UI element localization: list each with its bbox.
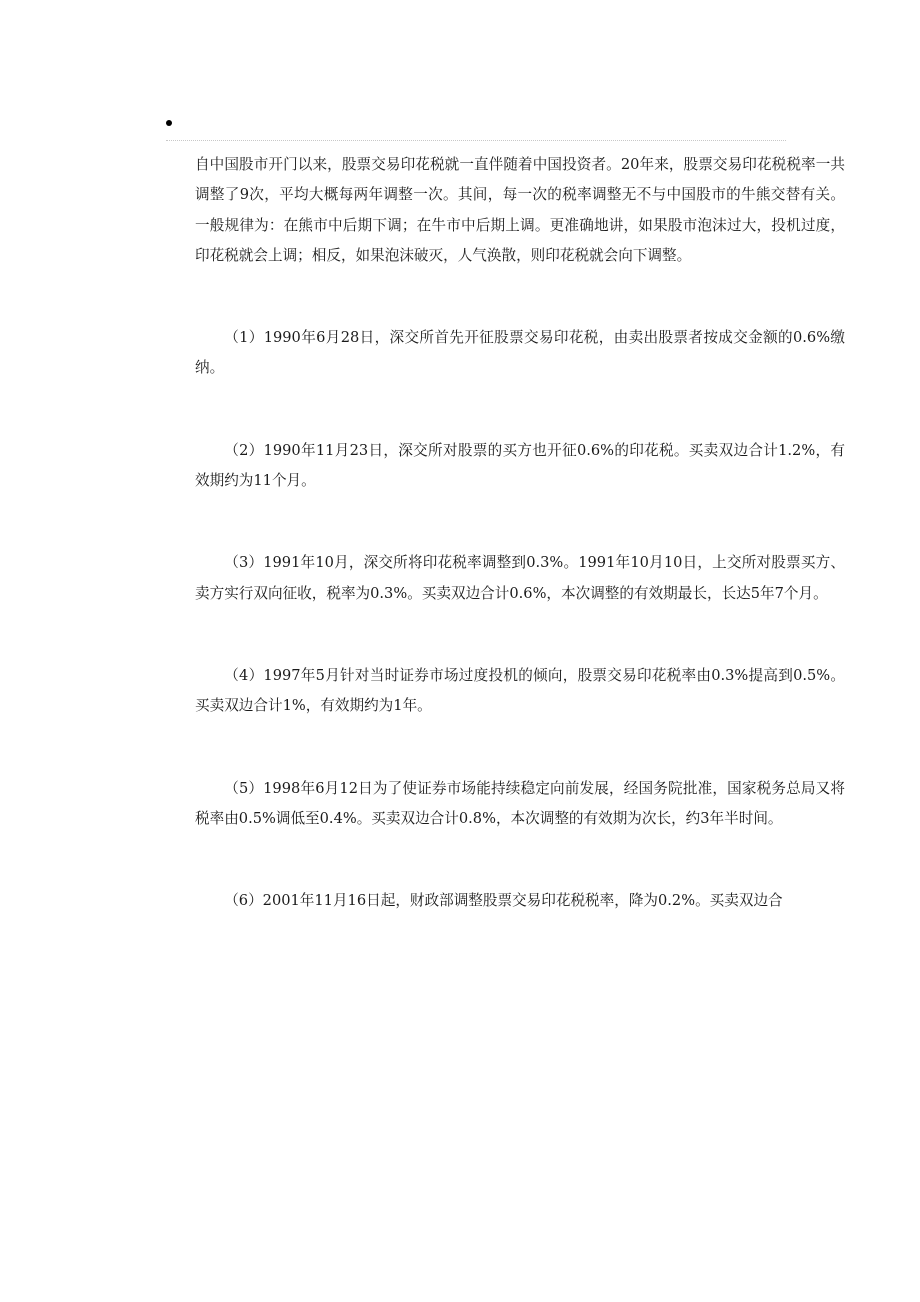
list-item: （5）1998年6月12日为了使证券市场能持续稳定向前发展，经国务院批准，国家税务总局又将税率由0.5%调低至0.4%。买卖双边合计0.8%，本次调整的有效期为次长，约3年半时间。 [195, 779, 845, 827]
divider [166, 140, 786, 141]
list-item: （4）1997年5月针对当时证券市场过度投机的倾向，股票交易印花税率由0.3%提高到0.5%。买卖双边合计1%，有效期约为1年。 [195, 666, 845, 715]
bullet-icon [166, 120, 172, 126]
list-item: （1）1990年6月28日，深交所首先开征股票交易印花税，由卖出股票者按成交金额的0.6%缴纳。 [195, 329, 845, 377]
list-item: （3）1991年10月，深交所将印花税率调整到0.3%。1991年10月10日，上交所对股票买方、卖方实行双向征收，税率为0.3%。买卖双边合计0.6%，本次调整的有效期最长，长达5年7个月。 [195, 554, 845, 602]
list-item: （6）2001年11月16日起，财政部调整股票交易印花税税率，降为0.2%。买卖双边合 [224, 892, 783, 910]
document-body [195, 150, 845, 968]
list-item: （2）1990年11月23日，深交所对股票的买方也开征0.6%的印花税。买卖双边合计1.2%，有效期约为11个月。 [195, 441, 845, 490]
intro-paragraph: 自中国股市开门以来，股票交易印花税就一直伴随着中国投资者。20年来，股票交易印花税税率一共调整了9次，平均大概每两年调整一次。其间，每一次的税率调整无不与中国股市的牛熊交替有关。一般规律为：在熊市中后期下调；在牛市中后期上调。更准确地讲，如果股市泡沫过大，投机过度，印花税就会上调；相反，如果泡沫破灭，人气涣散，则印花税就会向下调整。 [195, 156, 845, 264]
